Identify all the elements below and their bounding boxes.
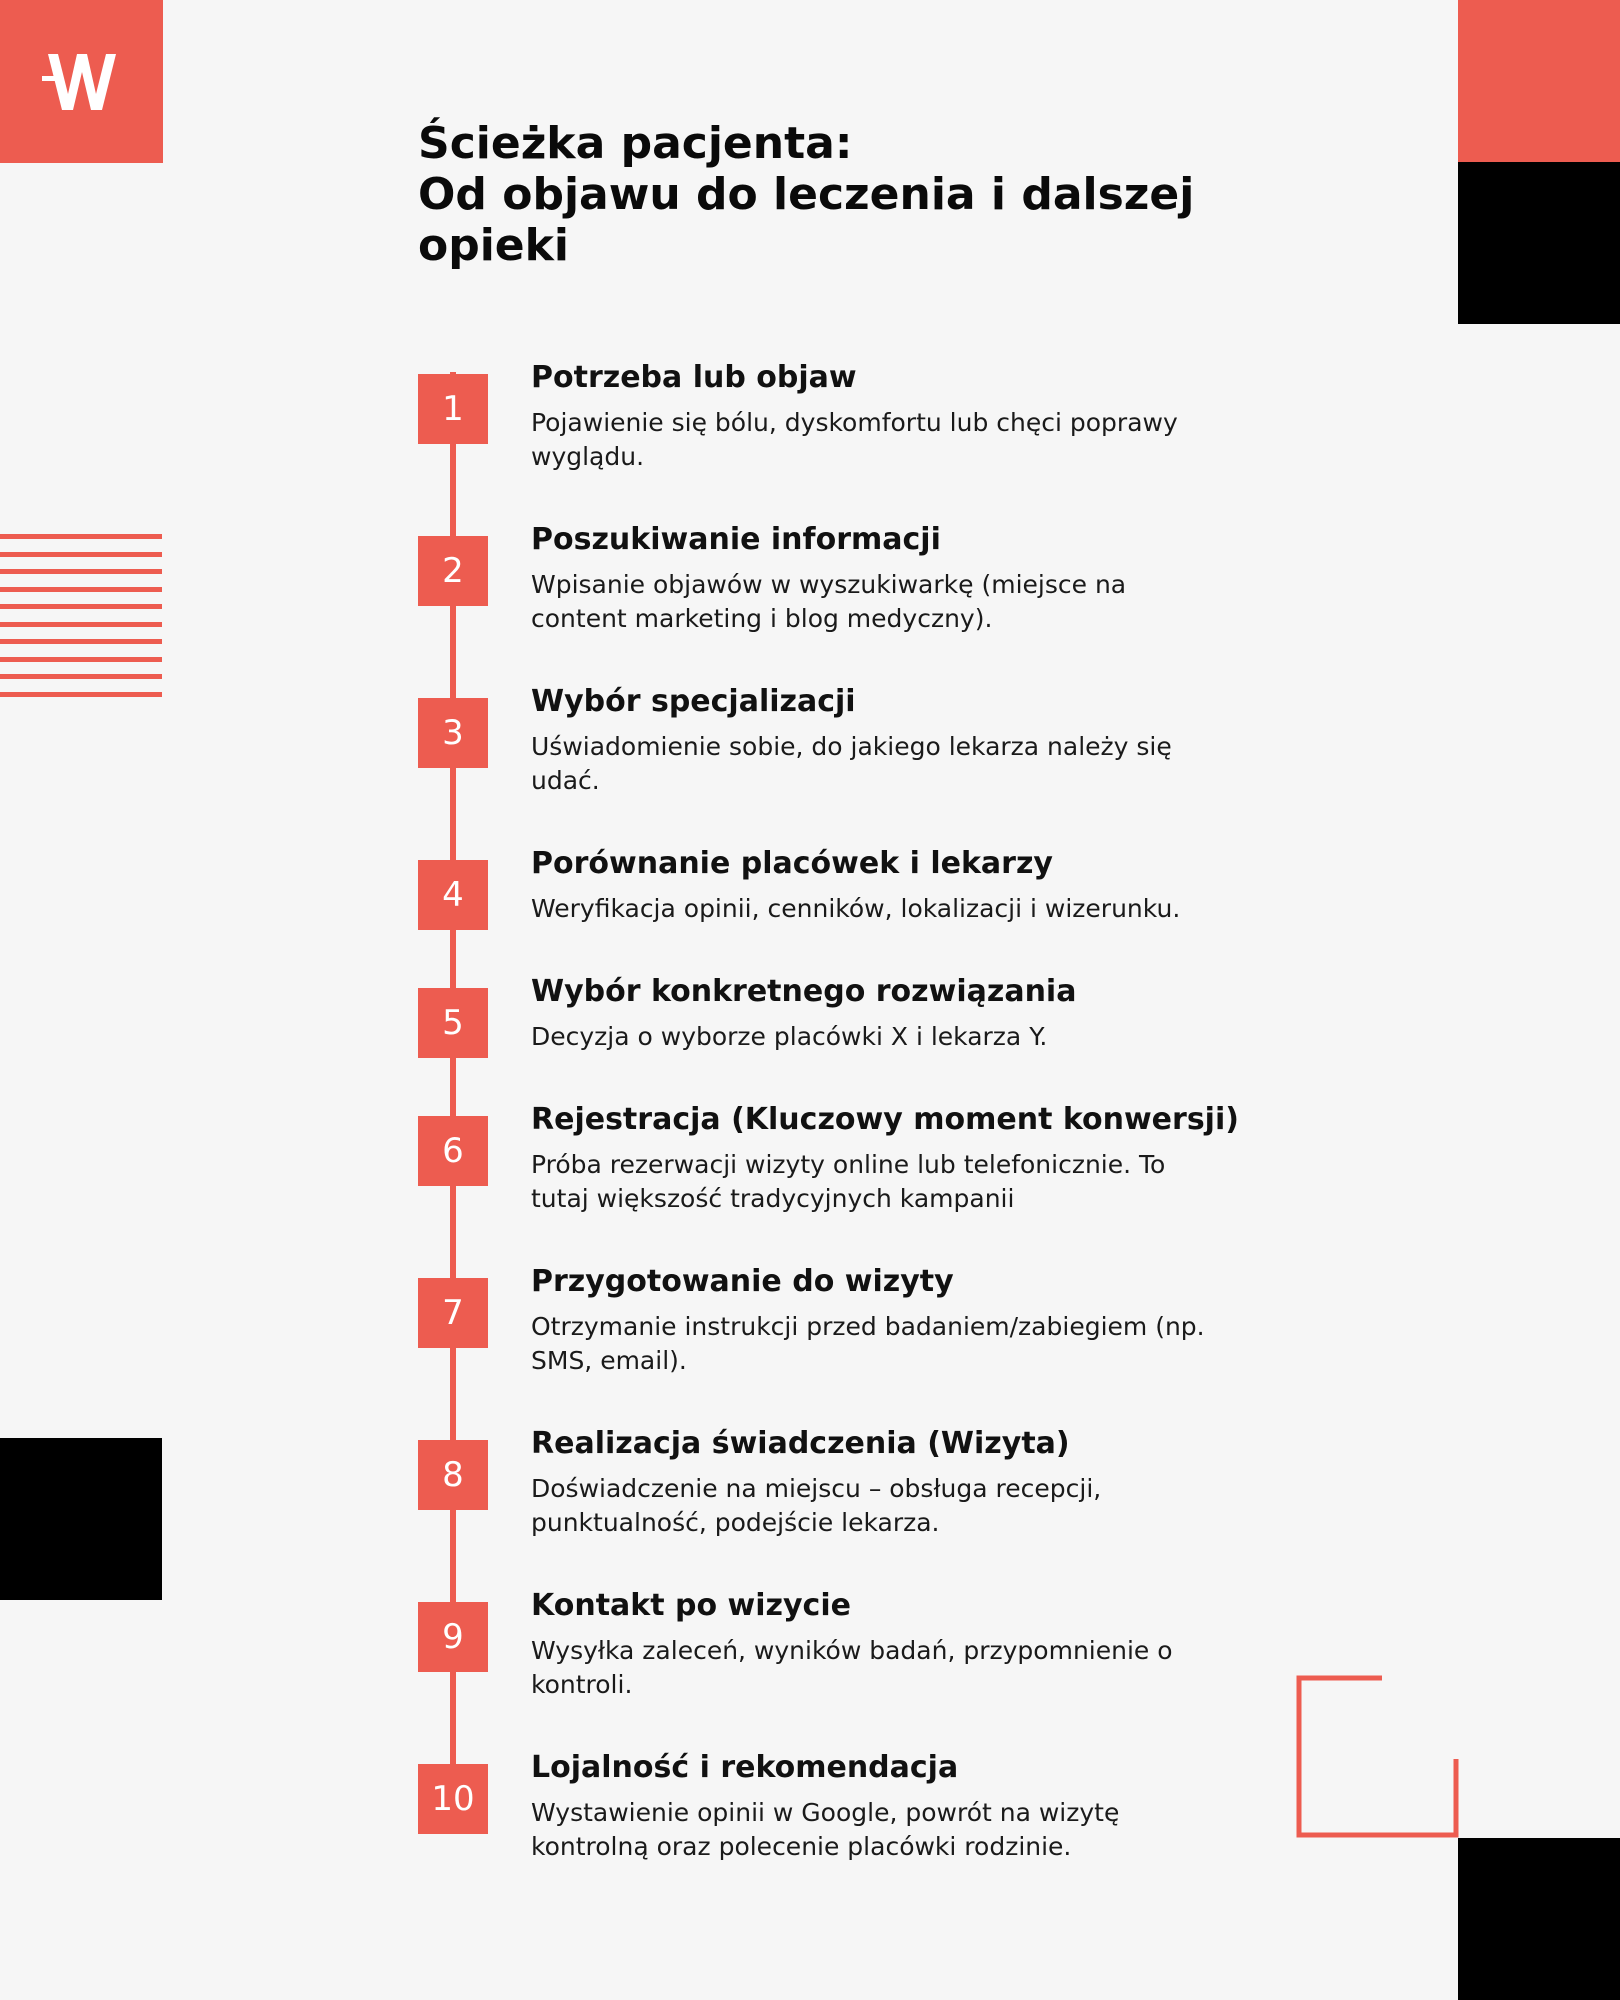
step-description: Uświadomienie sobie, do jakiego lekarza należy się udać. xyxy=(531,732,1172,795)
patient-journey-timeline xyxy=(418,0,1318,2000)
decor-bracket xyxy=(1296,1675,1459,1838)
step-number-badge: 8 xyxy=(418,1440,488,1510)
step-description: Decyzja o wyborze placówki X i lekarza Y. xyxy=(531,1022,1048,1051)
logo xyxy=(0,0,163,163)
step-description: Wpisanie objawów w wyszukiwarkę (miejsce na content marketing i blog medyczny). xyxy=(531,570,1127,633)
step-description: Próba rezerwacji wizyty online lub telefonicznie. To tutaj większość tradycyjnych kampanii xyxy=(531,1150,1166,1213)
step-title: Realizacja świadczenia (Wizyta) xyxy=(531,1426,1070,1461)
step-number-badge: 1 xyxy=(418,374,488,444)
decor-square-black-top-right xyxy=(1458,162,1620,324)
step-title: Wybór konkretnego rozwiązania xyxy=(531,974,1077,1009)
step-number-badge: 10 xyxy=(418,1764,488,1834)
step-number-badge: 6 xyxy=(418,1116,488,1186)
decor-square-black-bottom-right xyxy=(1458,1838,1620,2000)
decor-square-red-top-right xyxy=(1458,0,1620,162)
decor-square-black-left xyxy=(0,1438,162,1600)
step-description: Doświadczenie na miejscu – obsługa recepcji, punktualność, podejście lekarza. xyxy=(531,1474,1102,1537)
step-title: Lojalność i rekomendacja xyxy=(531,1750,959,1785)
step-description: Wysyłka zaleceń, wyników badań, przypomnienie o kontroli. xyxy=(531,1636,1173,1699)
step-number-badge: 2 xyxy=(418,536,488,606)
step-number-badge: 5 xyxy=(418,988,488,1058)
step-number-badge: 4 xyxy=(418,860,488,930)
step-description: Otrzymanie instrukcji przed badaniem/zabiegiem (np. SMS, email). xyxy=(531,1312,1205,1375)
step-title: Porównanie placówek i lekarzy xyxy=(531,846,1053,881)
title-line-2: Od objawu do leczenia i dalszej xyxy=(418,169,1195,220)
step-number-badge: 7 xyxy=(418,1278,488,1348)
step-title: Kontakt po wizycie xyxy=(531,1588,851,1623)
w-logo-icon xyxy=(42,52,122,112)
step-description: Weryfikacja opinii, cenników, lokalizacji i wizerunku. xyxy=(531,894,1181,923)
step-title: Przygotowanie do wizyty xyxy=(531,1264,954,1299)
step-title: Rejestracja (Kluczowy moment konwersji) xyxy=(531,1102,1239,1137)
step-number-badge: 9 xyxy=(418,1602,488,1672)
step-description: Pojawienie się bólu, dyskomfortu lub chęci poprawy wyglądu. xyxy=(531,408,1178,471)
step-description: Wystawienie opinii w Google, powrót na wizytę kontrolną oraz polecenie placówki rodzinie. xyxy=(531,1798,1120,1861)
step-title: Poszukiwanie informacji xyxy=(531,522,941,557)
step-title: Wybór specjalizacji xyxy=(531,684,856,719)
step-number-badge: 3 xyxy=(418,698,488,768)
decor-stripes xyxy=(0,534,162,709)
step-title: Potrzeba lub objaw xyxy=(531,360,857,395)
title-line-1: Ścieżka pacjenta: xyxy=(418,118,853,169)
title-line-3: opieki xyxy=(418,220,569,271)
